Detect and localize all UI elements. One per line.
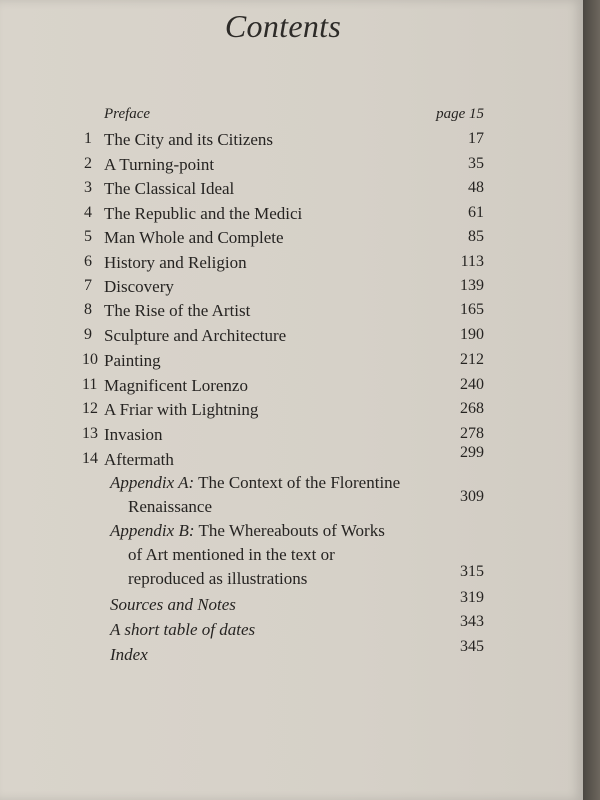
toc-entry-chapter — [0, 400, 583, 424]
chapter-number: 3 — [84, 179, 92, 196]
appendix-b-line-1 — [110, 521, 385, 541]
chapter-title: History and Religion — [104, 253, 247, 272]
chapter-page: 139 — [460, 277, 484, 294]
toc-entry-chapter — [0, 228, 583, 252]
appendix-a-page: 309 — [460, 488, 484, 505]
chapter-page: 48 — [468, 179, 484, 196]
toc-entry-chapter — [0, 444, 583, 474]
toc-entry-chapter — [0, 155, 583, 179]
back-matter-label: A short table of dates — [110, 620, 256, 639]
appendix-a-title: The Context of the Florentine — [198, 473, 401, 492]
toc-entry-chapter — [0, 376, 583, 400]
back-matter-page: 345 — [460, 638, 484, 655]
appendix-b-line-3: reproduced as illustrations — [128, 569, 308, 588]
chapter-title: A Friar with Lightning — [104, 400, 259, 419]
toc-entry-appendix-b-cont — [0, 545, 583, 569]
appendix-a-prefix: Appendix A: — [110, 473, 195, 492]
chapter-page: 113 — [460, 253, 484, 270]
chapter-title: Aftermath — [104, 450, 174, 469]
toc-entry-chapter — [0, 204, 583, 228]
toc-entry-chapter — [0, 301, 583, 325]
appendix-b-page: 315 — [460, 563, 484, 580]
chapter-title: A Turning-point — [104, 155, 215, 174]
chapter-number: 5 — [84, 228, 92, 245]
toc-entry-chapter — [0, 130, 583, 154]
toc-entry-page: page 15 — [436, 106, 484, 122]
chapter-page: 212 — [460, 351, 484, 368]
chapter-title: The City and its Citizens — [104, 130, 274, 149]
chapter-number: 11 — [82, 376, 98, 393]
appendix-b-title: The Whereabouts of Works — [198, 521, 385, 540]
toc-entry-chapter — [0, 326, 583, 350]
chapter-number: 1 — [84, 130, 92, 147]
chapter-page: 240 — [460, 376, 484, 393]
appendix-b-line-2: of Art mentioned in the text or — [128, 545, 335, 564]
chapter-title: Man Whole and Complete — [104, 228, 284, 247]
chapter-page: 165 — [460, 301, 484, 318]
chapter-page: 85 — [468, 228, 484, 245]
chapter-number: 2 — [84, 155, 92, 172]
page-title: Contents — [224, 8, 342, 44]
appendix-a-line-1 — [110, 473, 400, 493]
chapter-number: 7 — [84, 277, 92, 294]
chapter-page: 278 — [460, 425, 484, 442]
chapter-title: The Rise of the Artist — [104, 301, 251, 320]
chapter-title: The Republic and the Medici — [104, 204, 303, 223]
chapter-number: 14 — [82, 450, 98, 467]
chapter-number: 10 — [82, 351, 98, 368]
back-matter-label: Index — [110, 645, 148, 664]
chapter-title: Invasion — [104, 425, 163, 444]
chapter-page: 268 — [460, 400, 484, 417]
toc-entry-sources — [0, 589, 583, 619]
toc-entry-appendix-a-cont — [0, 488, 583, 521]
chapter-page: 299 — [460, 444, 484, 461]
toc-entry-appendix-a — [0, 473, 583, 497]
chapter-number: 4 — [84, 204, 92, 221]
back-matter-page: 319 — [460, 589, 484, 606]
chapter-number: 12 — [82, 400, 98, 417]
chapter-number: 13 — [82, 425, 98, 442]
toc-entry-index — [0, 638, 583, 669]
toc-entry-label: Preface — [104, 106, 151, 122]
chapter-number: 8 — [84, 301, 92, 318]
toc-entry-appendix-b-cont — [0, 563, 583, 593]
chapter-title: Painting — [104, 351, 161, 370]
toc-entry-chapter — [0, 253, 583, 277]
chapter-title: Magnificent Lorenzo — [104, 376, 248, 395]
chapter-title: Discovery — [104, 277, 174, 296]
chapter-page: 61 — [468, 204, 484, 221]
chapter-title: The Classical Ideal — [104, 179, 235, 198]
toc-entry-chapter — [0, 277, 583, 301]
toc-entry-appendix-b — [0, 521, 583, 545]
chapter-number: 9 — [84, 326, 92, 343]
appendix-b-prefix: Appendix B: — [110, 521, 195, 540]
chapter-page: 35 — [468, 155, 484, 172]
back-matter-label: Sources and Notes — [110, 595, 236, 614]
toc-entry-preface — [0, 106, 583, 130]
appendix-a-line-2: Renaissance — [128, 497, 213, 516]
chapter-number: 6 — [84, 253, 92, 270]
chapter-page: 190 — [460, 326, 484, 343]
toc-entry-chapter — [0, 425, 583, 449]
toc-entry-chapter — [0, 351, 583, 375]
toc-entry-chapter — [0, 179, 583, 203]
chapter-page: 17 — [468, 130, 484, 147]
back-matter-page: 343 — [460, 613, 484, 630]
page-edge — [583, 0, 600, 800]
chapter-title: Sculpture and Architecture — [104, 326, 287, 345]
toc-entry-dates — [0, 613, 583, 644]
